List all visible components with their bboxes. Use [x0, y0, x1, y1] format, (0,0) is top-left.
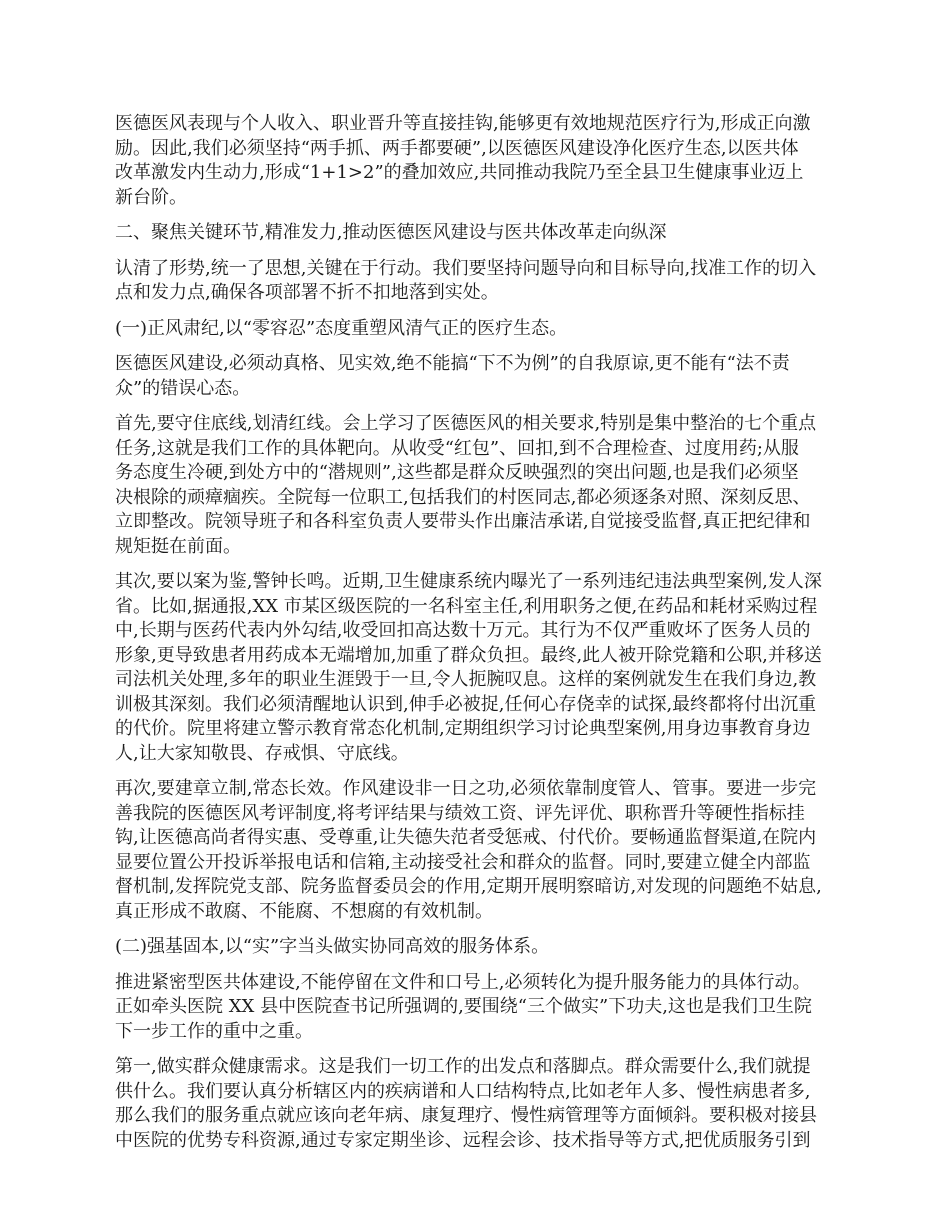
text-line: 众”的错误心态。 — [115, 377, 251, 399]
text-line: 首先,要守住底线,划清红线。会上学习了医德医风的相关要求,特别是集中整治的七个重点 — [115, 413, 817, 434]
text-line: 其次,要以案为鉴,警钟长鸣。近期,卫生健康系统内曝光了一系列违纪违法典型案例,发人深 — [115, 571, 822, 592]
text-line: 督机制,发挥院党支部、院务监督委员会的作用,定期开展明察暗访,对发现的问题绝不姑息, — [115, 876, 822, 897]
body-paragraph — [115, 412, 835, 559]
text-line: 二、聚焦关键环节,精准发力,推动医德医风建设与医共体改革走向纵深 — [115, 222, 667, 243]
text-line: 司法机关处理,多年的职业生涯毁于一旦,令人扼腕叹息。这样的案例就发生在我们身边,教 — [115, 669, 817, 690]
text-line: 医德医风表现与个人收入、职业晋升等直接挂钩,能够更有效地规范医疗行为,形成正向激 — [115, 113, 811, 134]
text-line: 省。比如,据通报,XX 市某区级医院的一名科室主任,利用职务之便,在药品和耗材采购过程 — [115, 595, 818, 617]
text-line: 中医院的优势专科资源,通过专家定期坐诊、远程会诊、技术指导等方式,把优质服务引到 — [115, 1129, 811, 1151]
text-line: 认清了形势,统一了思想,关键在于行动。我们要坚持问题导向和目标导向,找准工作的切入 — [115, 257, 817, 279]
body-paragraph — [115, 570, 835, 766]
text-line: 规矩挺在前面。 — [115, 535, 241, 557]
text-line: 供什么。我们要认真分析辖区内的疾病谱和人口结构特点,比如老年人多、慢性病患者多, — [115, 1080, 811, 1102]
text-line: 新台阶。 — [115, 186, 187, 208]
body-paragraph — [115, 352, 835, 401]
text-line: 改革激发内生动力,形成“1+1>2”的叠加效应,共同推动我院乃至全县卫生健康事业迈上 — [115, 162, 804, 183]
text-line: 显要位置公开投诉举报电话和信箱,主动接受社会和群众的监督。同时,要建立健全内部监 — [115, 851, 811, 873]
body-paragraph — [115, 971, 835, 1045]
subsection-heading — [115, 317, 835, 342]
document-page — [115, 112, 835, 1164]
body-paragraph — [115, 1055, 835, 1153]
text-line: 务态度生冷硬,到处方中的“潜规则”,这些都是群众反映强烈的突出问题,也是我们必须坚 — [115, 462, 799, 483]
text-line: 医德医风建设,必须动真格、见实效,绝不能搞“下不为例”的自我原谅,更不能有“法不责 — [115, 353, 790, 374]
text-line: (一)正风肃纪,以“零容忍”态度重塑风清气正的医疗生态。 — [115, 317, 568, 339]
text-line: 中,长期与医药代表内外勾结,收受回扣高达数十万元。其行为不仅严重败坏了医务人员的 — [115, 620, 811, 641]
text-line: 立即整改。院领导班子和各科室负责人要带头作出廉洁承诺,自觉接受监督,真正把纪律和 — [115, 511, 811, 532]
text-line: 钩,让医德高尚者得实惠、受尊重,让失德失范者受惩戒、付代价。要畅通监督渠道,在院内 — [115, 827, 817, 848]
text-line: 再次,要建章立制,常态长效。作风建设非一日之功,必须依靠制度管人、管事。要进一步完 — [115, 778, 817, 799]
body-paragraph — [115, 257, 835, 306]
text-line: 那么我们的服务重点就应该向老年病、康复理疗、慢性病管理等方面倾斜。要积极对接县 — [115, 1105, 817, 1126]
text-line: 第一,做实群众健康需求。这是我们一切工作的出发点和落脚点。群众需要什么,我们就提 — [115, 1056, 811, 1077]
text-line: 点和发力点,确保各项部署不折不扣地落到实处。 — [115, 282, 499, 303]
text-line: 训极其深刻。我们必须清醒地认识到,伸手必被捉,任何心存侥幸的试探,最终都将付出沉重 — [115, 693, 817, 715]
text-line: 人,让大家知敬畏、存戒惧、守底线。 — [115, 742, 409, 764]
text-line: 善我院的医德医风考评制度,将考评结果与绩效工资、评先评优、职称晋升等硬性指标挂 — [115, 802, 805, 824]
text-line: 正如牵头医院 XX 县中医院查书记所强调的,要围绕“三个做实”下功夫,这也是我们卫生院 — [115, 996, 812, 1017]
text-line: 决根除的顽瘴痼疾。全院每一位职工,包括我们的村医同志,都必须逐条对照、深刻反思、 — [115, 486, 811, 508]
text-line: 任务,这就是我们工作的具体靶向。从收受“红包”、回扣,到不合理检查、过度用药;从服 — [115, 437, 799, 459]
text-line: 的代价。院里将建立警示教育常态化机制,定期组织学习讨论典型案例,用身边事教育身边 — [115, 718, 811, 739]
text-line: (二)强基固本,以“实”字当头做实协同高效的服务体系。 — [115, 936, 550, 957]
subsection-heading — [115, 935, 835, 960]
section-heading — [115, 221, 835, 246]
text-line: 下一步工作的重中之重。 — [115, 1020, 313, 1042]
text-line: 推进紧密型医共体建设,不能停留在文件和口号上,必须转化为提升服务能力的具体行动。 — [115, 971, 811, 993]
body-paragraph — [115, 112, 835, 210]
body-paragraph — [115, 777, 835, 924]
text-line: 励。因此,我们必须坚持“两手抓、两手都要硬”,以医德医风建设净化医疗生态,以医共体 — [115, 137, 799, 159]
text-line: 真正形成不敢腐、不能腐、不想腐的有效机制。 — [115, 900, 493, 922]
text-line: 形象,更导致患者用药成本无端增加,加重了群众负担。最终,此人被开除党籍和公职,并移送 — [115, 644, 822, 666]
